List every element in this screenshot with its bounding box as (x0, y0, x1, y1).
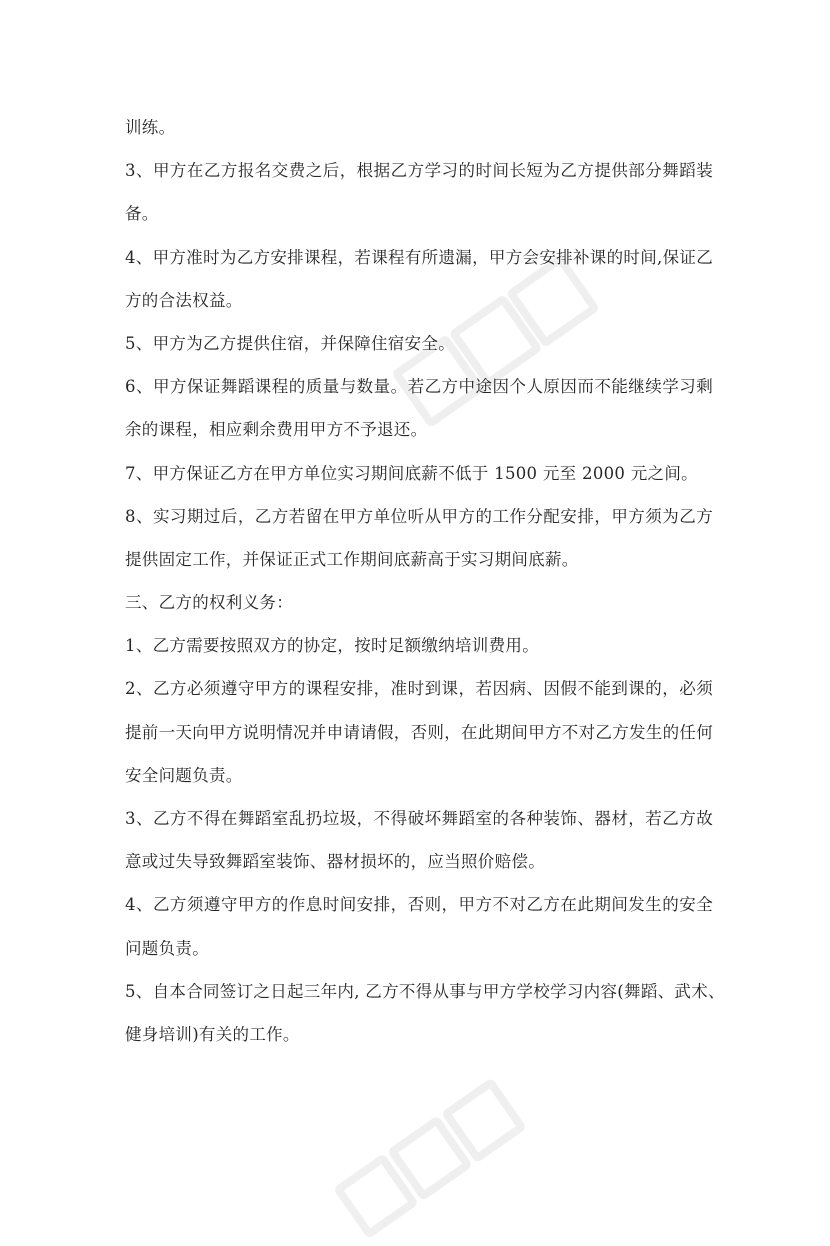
text-line: 6、甲方保证舞蹈课程的质量与数量。若乙方中途因个人原因而不能继续学习剩 (125, 377, 713, 397)
text-line: 健身培训)有关的工作。 (125, 1024, 300, 1044)
text-line: 2、乙方必须遵守甲方的课程安排，准时到课，若因病、因假不能到课的，必须 (125, 679, 713, 699)
text-line: 4、乙方须遵守甲方的作息时间安排，否则，甲方不对乙方在此期间发生的安全 (125, 895, 713, 915)
text-line: 7、甲方保证乙方在甲方单位实习期间底薪不低于 1500 元至 2000 元之间。 (125, 463, 698, 483)
text-line: 方的合法权益。 (125, 290, 243, 310)
text-line: 8、实习期过后，乙方若留在甲方单位听从甲方的工作分配安排，甲方须为乙方 (125, 506, 713, 526)
text-line: 1、乙方需要按照双方的协定，按时足额缴纳培训费用。 (125, 636, 539, 656)
text-line: 3、乙方不得在舞蹈室乱扔垃圾，不得破坏舞蹈室的各种装饰、器材，若乙方故 (125, 809, 713, 828)
text-line: 3、甲方在乙方报名交费之后，根据乙方学习的时间长短为乙方提供部分舞蹈装 (125, 161, 713, 181)
section-heading: 三、乙方的权利义务： (125, 593, 293, 613)
text-line: 意或过失导致舞蹈室装饰、器材损坏的，应当照价赔偿。 (125, 852, 545, 872)
text-line: 4、甲方准时为乙方安排课程，若课程有所遗漏，甲方会安排补课的时间,保证乙 (125, 247, 713, 267)
text-line: 训练。 (125, 118, 176, 137)
text-line: 提前一天向甲方说明情况并申请请假，否则，在此期间甲方不对乙方发生的任何 (125, 722, 713, 742)
text-line: 提供固定工作，并保证正式工作期间底薪高于实习期间底薪。 (125, 549, 579, 569)
text-line: 问题负责。 (125, 938, 209, 958)
text-line: 5、自本合同签订之日起三年内, 乙方不得从事与甲方学校学习内容(舞蹈、武术、 (125, 981, 725, 1001)
text-line: 5、甲方为乙方提供住宿，并保障住宿安全。 (125, 333, 455, 353)
document-body (125, 106, 725, 1056)
text-line: 安全问题负责。 (125, 765, 243, 785)
text-line: 备。 (125, 204, 159, 224)
text-line: 余的课程，相应剩余费用甲方不予退还。 (125, 420, 428, 440)
watermark (327, 1054, 553, 1246)
